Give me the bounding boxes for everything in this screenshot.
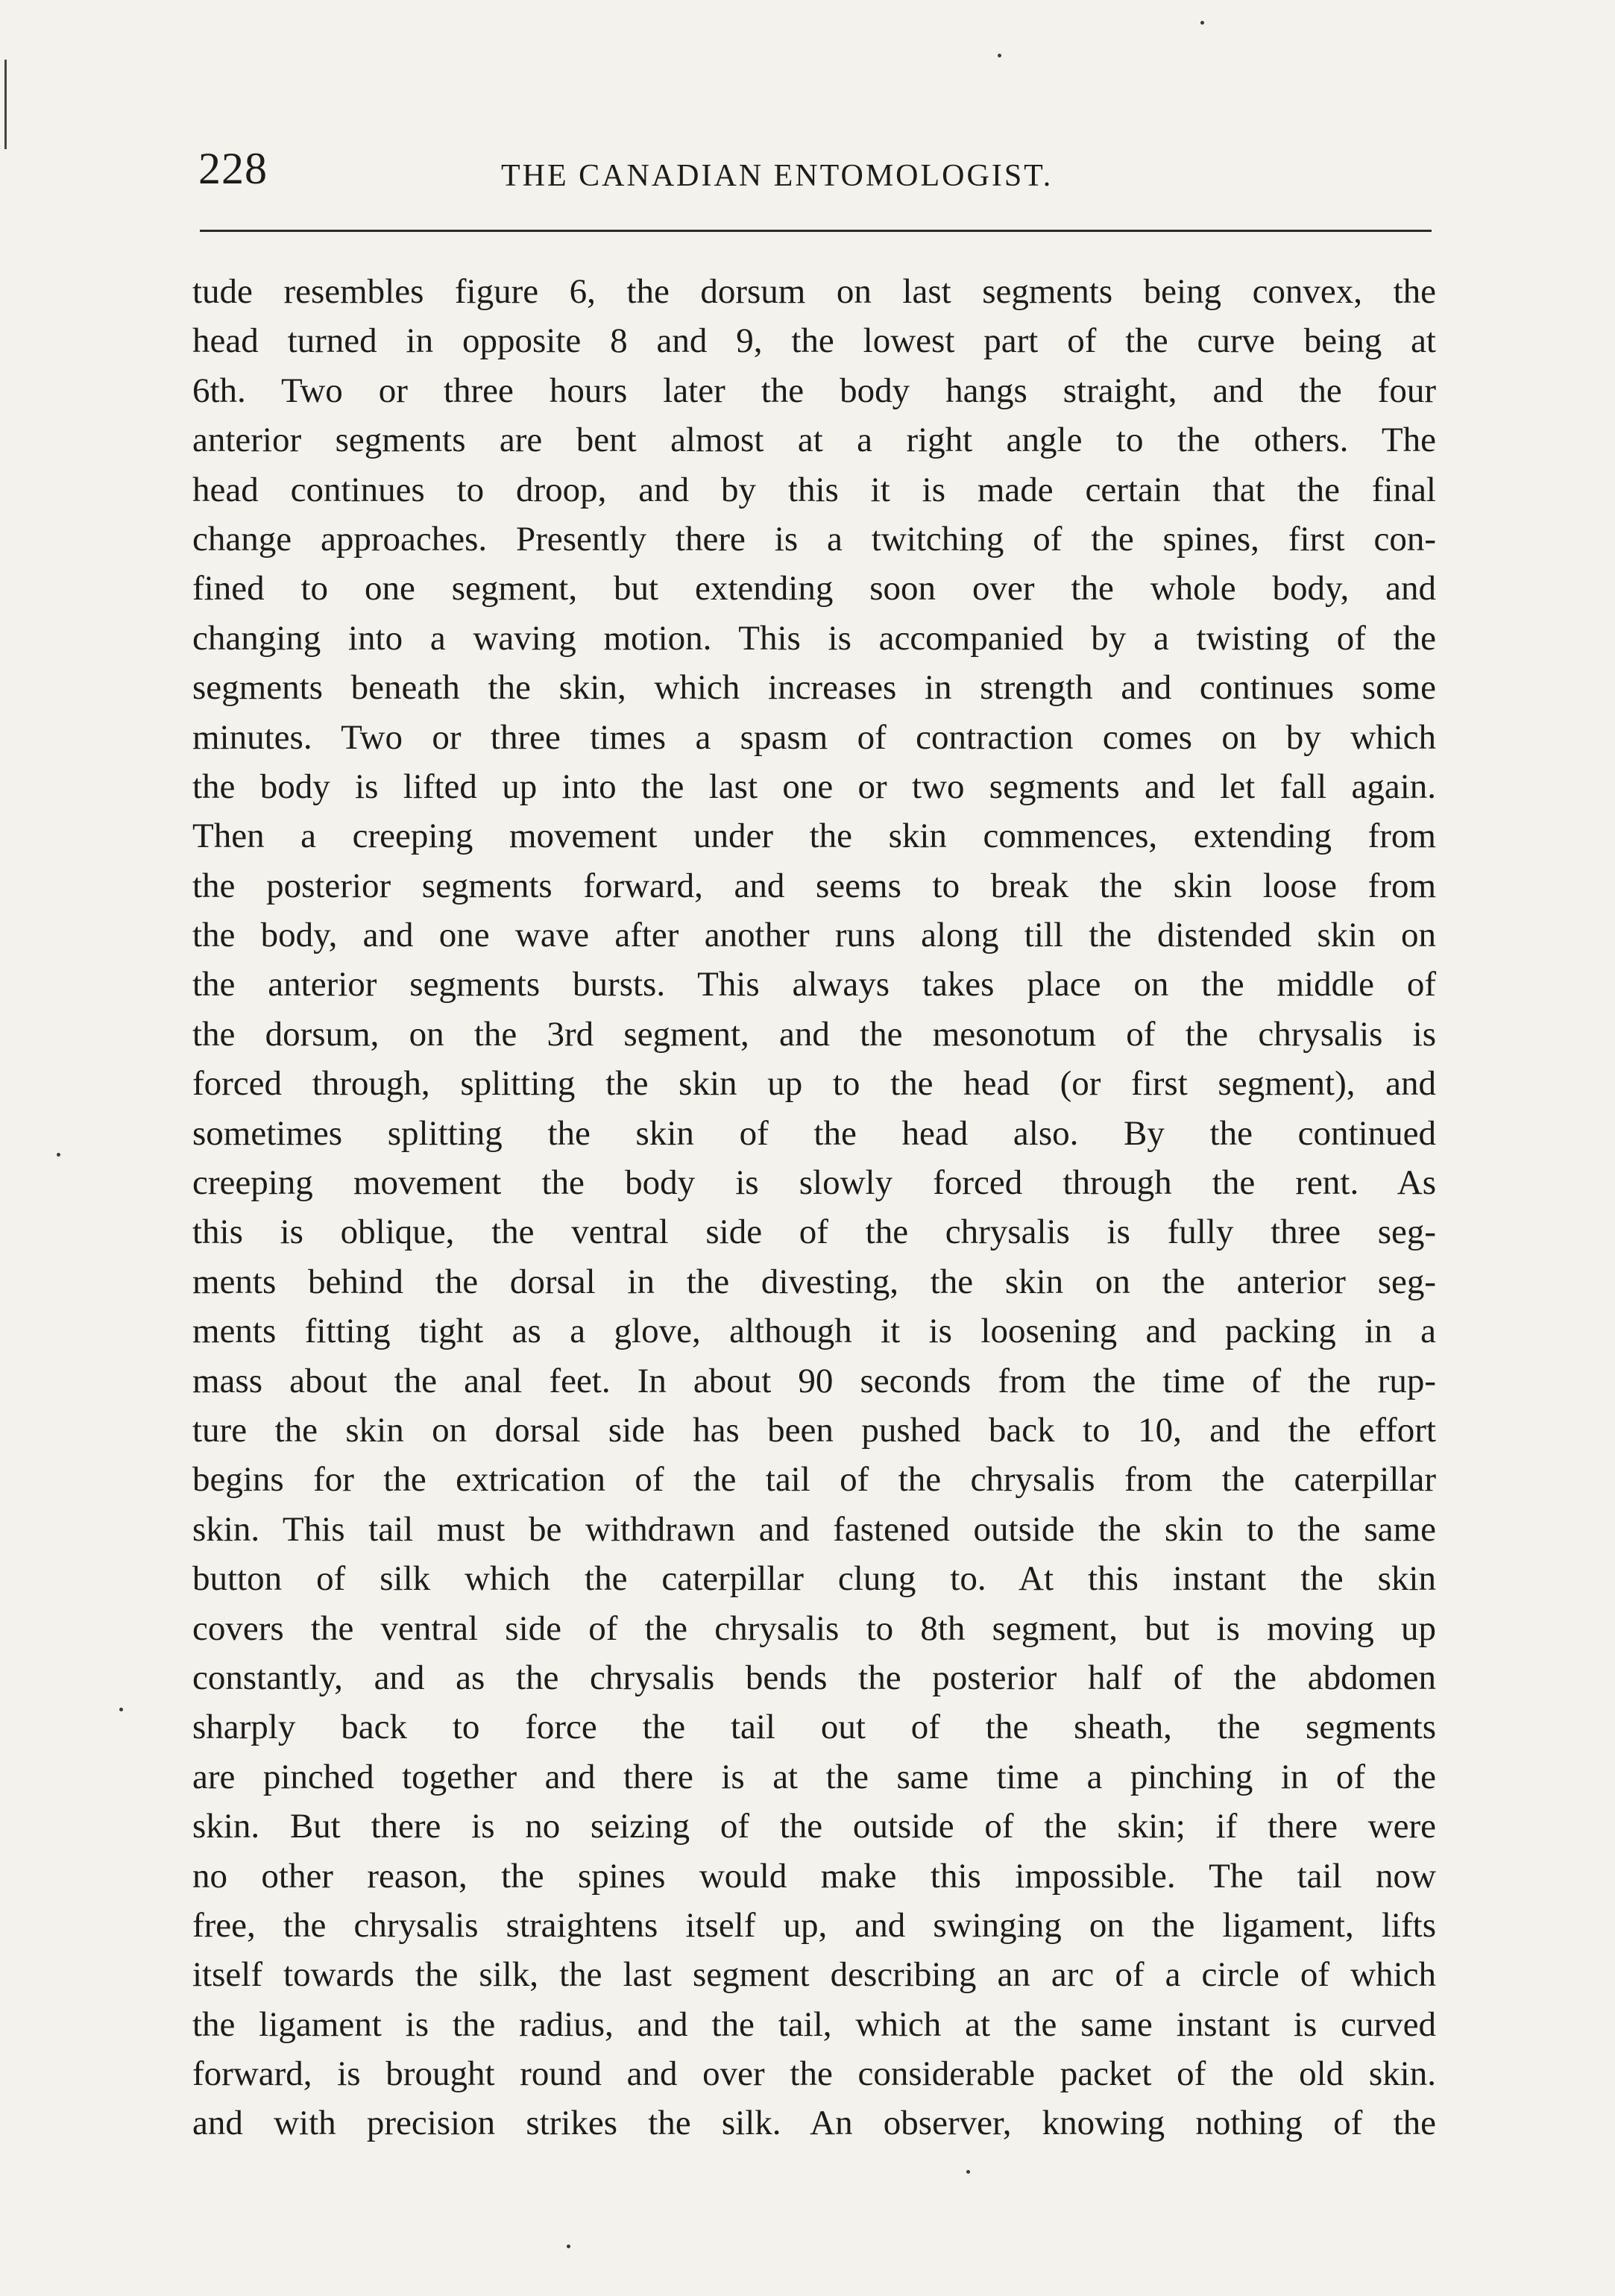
text-line: minutes. Two or three times a spasm of contraction comes on by which: [192, 717, 1436, 757]
text-line: tude resembles figure 6, the dorsum on last segments being convex, the: [192, 272, 1436, 311]
text-line: head continues to droop, and by this it is made certain that the final: [192, 470, 1436, 509]
text-line: the anterior segments bursts. This always takes place on the middle of: [192, 965, 1436, 1004]
text-line: free, the chrysalis straightens itself up, and swinging on the ligament, lifts: [192, 1905, 1436, 1945]
print-speck: [567, 2245, 570, 2248]
text-line: changing into a waving motion. This is accompanied by a twisting of the: [192, 618, 1436, 658]
text-line: constantly, and as the chrysalis bends the posterior half of the abdomen: [192, 1658, 1436, 1697]
text-line: 6th. Two or three hours later the body hangs straight, and the four: [192, 371, 1436, 410]
text-line: ments behind the dorsal in the divesting, the skin on the anterior seg-: [192, 1262, 1436, 1301]
text-line: itself towards the silk, the last segment describing an arc of a circle of which: [192, 1955, 1436, 1995]
print-speck: [966, 2170, 970, 2174]
text-line: ments fitting tight as a glove, although it is loosening and packing in a: [192, 1312, 1436, 1351]
text-line: mass about the anal feet. In about 90 seconds from the time of the rup-: [192, 1361, 1436, 1400]
page-number: 228: [198, 144, 268, 193]
body-text: [192, 267, 1436, 2148]
text-line: sharply back to force the tail out of the sheath, the segments: [192, 1708, 1436, 1747]
text-line: skin. But there is no seizing of the outside of the skin; if there were: [192, 1807, 1436, 1846]
text-line: this is oblique, the ventral side of the chrysalis is fully three seg-: [192, 1213, 1436, 1252]
text-line: the body, and one wave after another runs along till the distended skin on: [192, 916, 1436, 955]
text-line: segments beneath the skin, which increases in strength and continues some: [192, 668, 1436, 708]
text-line: anterior segments are bent almost at a right angle to the others. The: [192, 421, 1436, 460]
text-line: and with precision strikes the silk. An observer, knowing nothing of the: [192, 2104, 1436, 2143]
text-line: the posterior segments forward, and seems to break the skin loose from: [192, 866, 1436, 905]
print-speck: [57, 1153, 60, 1157]
running-head: THE CANADIAN ENTOMOLOGIST.: [501, 159, 1054, 193]
header-rule: [200, 230, 1432, 232]
text-line: forced through, splitting the skin up to the head (or first segment), and: [192, 1064, 1436, 1104]
text-line: head turned in opposite 8 and 9, the lowest part of the curve being at: [192, 321, 1436, 361]
print-speck: [119, 1708, 123, 1711]
page-edge-mark: [4, 60, 7, 149]
text-line: sometimes splitting the skin of the head also. By the continued: [192, 1113, 1436, 1153]
text-line: the dorsum, on the 3rd segment, and the mesonotum of the chrysalis is: [192, 1014, 1436, 1054]
text-line: the ligament is the radius, and the tail, which at the same instant is curved: [192, 2004, 1436, 2044]
text-line: creeping movement the body is slowly forced through the rent. As: [192, 1163, 1436, 1203]
text-line: Then a creeping movement under the skin commences, extending from: [192, 817, 1436, 856]
text-line: fined to one segment, but extending soon over the whole body, and: [192, 569, 1436, 608]
text-line: button of silk which the caterpillar clung to. At this instant the skin: [192, 1559, 1436, 1599]
text-line: change approaches. Presently there is a twitching of the spines, first con-: [192, 519, 1436, 559]
text-line: begins for the extrication of the tail of the chrysalis from the caterpillar: [192, 1460, 1436, 1500]
text-line: the body is lifted up into the last one or two segments and let fall again.: [192, 767, 1436, 806]
print-speck: [998, 54, 1001, 57]
text-line: skin. This tail must be withdrawn and fastened outside the skin to the same: [192, 1509, 1436, 1549]
text-line: covers the ventral side of the chrysalis to 8th segment, but is moving up: [192, 1608, 1436, 1648]
text-line: are pinched together and there is at the same time a pinching in of the: [192, 1757, 1436, 1796]
text-line: forward, is brought round and over the considerable packet of the old skin.: [192, 2054, 1436, 2094]
text-line: ture the skin on dorsal side has been pushed back to 10, and the effort: [192, 1410, 1436, 1450]
print-speck: [1200, 21, 1204, 25]
text-line: no other reason, the spines would make this impossible. The tail now: [192, 1856, 1436, 1896]
